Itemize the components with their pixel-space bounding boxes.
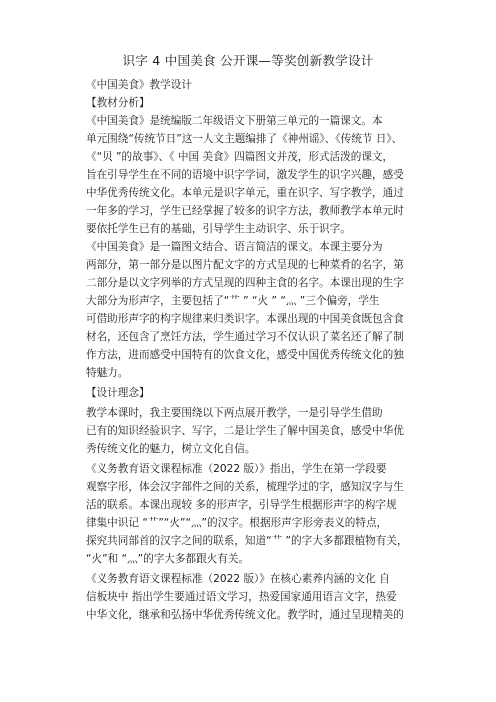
text-line: 【教材分析】 xyxy=(86,97,150,109)
text-line: 《中国美食》是统编版二年级语文下册第三单元的一篇课文。本 xyxy=(86,115,383,127)
text-line: 二部分是以文字列举的方式呈现的四种主食的名字。本课出现的生字 xyxy=(86,277,404,289)
text-line: 《“贝 ”的故事》、《 中国 美食》四篇图文并茂，形式活泼的课文， xyxy=(86,151,394,163)
text-line: 中华优秀传统文化。本单元是识字单元，重在识字、写字教学，通过 xyxy=(86,187,404,199)
document-title: 识字 4 中国美食 公开课—等奖创新教学设计 xyxy=(122,53,374,68)
text-line: 材名，还包含了烹饪方法，学生通过学习不仅认识了菜名还了解了制 xyxy=(86,331,404,343)
text-line: 旨在引导学生在不同的语境中识字学词，激发学生的识字兴趣，感受 xyxy=(86,169,404,181)
text-line: 大部分为形声字，主要包括了“艹 ” “火 ” “灬 ”三个偏旁，学生 xyxy=(86,295,380,307)
text-line: 《义务教育语文课程标准（2022 版）》在核心素养内涵的文化 自 xyxy=(86,573,390,585)
text-line: 单元围绕“传统节日”这一人文主题编排了《神州谣》、《传统节 日》、 xyxy=(86,133,403,145)
text-line: 律集中识记 “艹”“火”“灬”的汉字。根据形声字形旁表义的特点， xyxy=(86,517,388,529)
text-line: 作方法，进而感受中国特有的饮食文化，感受中国优秀传统文化的独 xyxy=(86,349,404,361)
text-line: 一年多的学习，学生已经掌握了较多的识字方法，教师教学本单元时 xyxy=(86,205,404,217)
text-line: 观察字形，体会汉字部件之间的关系，梳理学过的字，感知汉字与生 xyxy=(86,481,404,493)
text-line: 教学本课时，我主要围绕以下两点展开教学，一是引导学生借助 xyxy=(86,407,383,419)
text-line: 已有的知识经验识字、写字，二是让学生了解中国美食，感受中华优 xyxy=(86,425,404,437)
text-line: 【设计理念】 xyxy=(86,387,150,399)
text-line: 特魅力。 xyxy=(86,367,129,379)
text-line: “火”和 “灬”的字大多都跟火有关。 xyxy=(86,553,250,565)
text-line: 可借助形声字的构字规律来归类识字。本课出现的中国美食既包含食 xyxy=(86,313,404,325)
text-line: 要依托学生已有的基础，引导学生主动识字、乐于识字。 xyxy=(86,223,351,235)
text-line: 秀传统文化的魅力，树立文化自信。 xyxy=(86,443,256,455)
text-line: 中华文化，继承和弘扬中华优秀传统文化。教学时，通过呈现精美的 xyxy=(86,609,404,621)
text-line: 两部分，第一部分是以图片配文字的方式呈现的七种菜肴的名字，第 xyxy=(86,259,404,271)
text-line: 《义务教育语文课程标准（2022 版）》指出，学生在第一学段要 xyxy=(86,463,387,475)
text-line: 探究共同部首的汉字之间的联系，知道“艹 ”的字大多都跟植物有关， xyxy=(86,535,408,547)
text-line: 活的联系。本课出现较 多的形声字，引导学生根据形声字的构字规 xyxy=(86,499,397,511)
text-line: 《中国美食》教学设计 xyxy=(86,79,192,91)
text-line: 信板块中 指出学生要通过语文学习，热爱国家通用语言文字，热爱 xyxy=(86,591,397,603)
text-line: 《中国美食》是一篇图文结合、语言简洁的课文。本课主要分为 xyxy=(86,241,383,253)
